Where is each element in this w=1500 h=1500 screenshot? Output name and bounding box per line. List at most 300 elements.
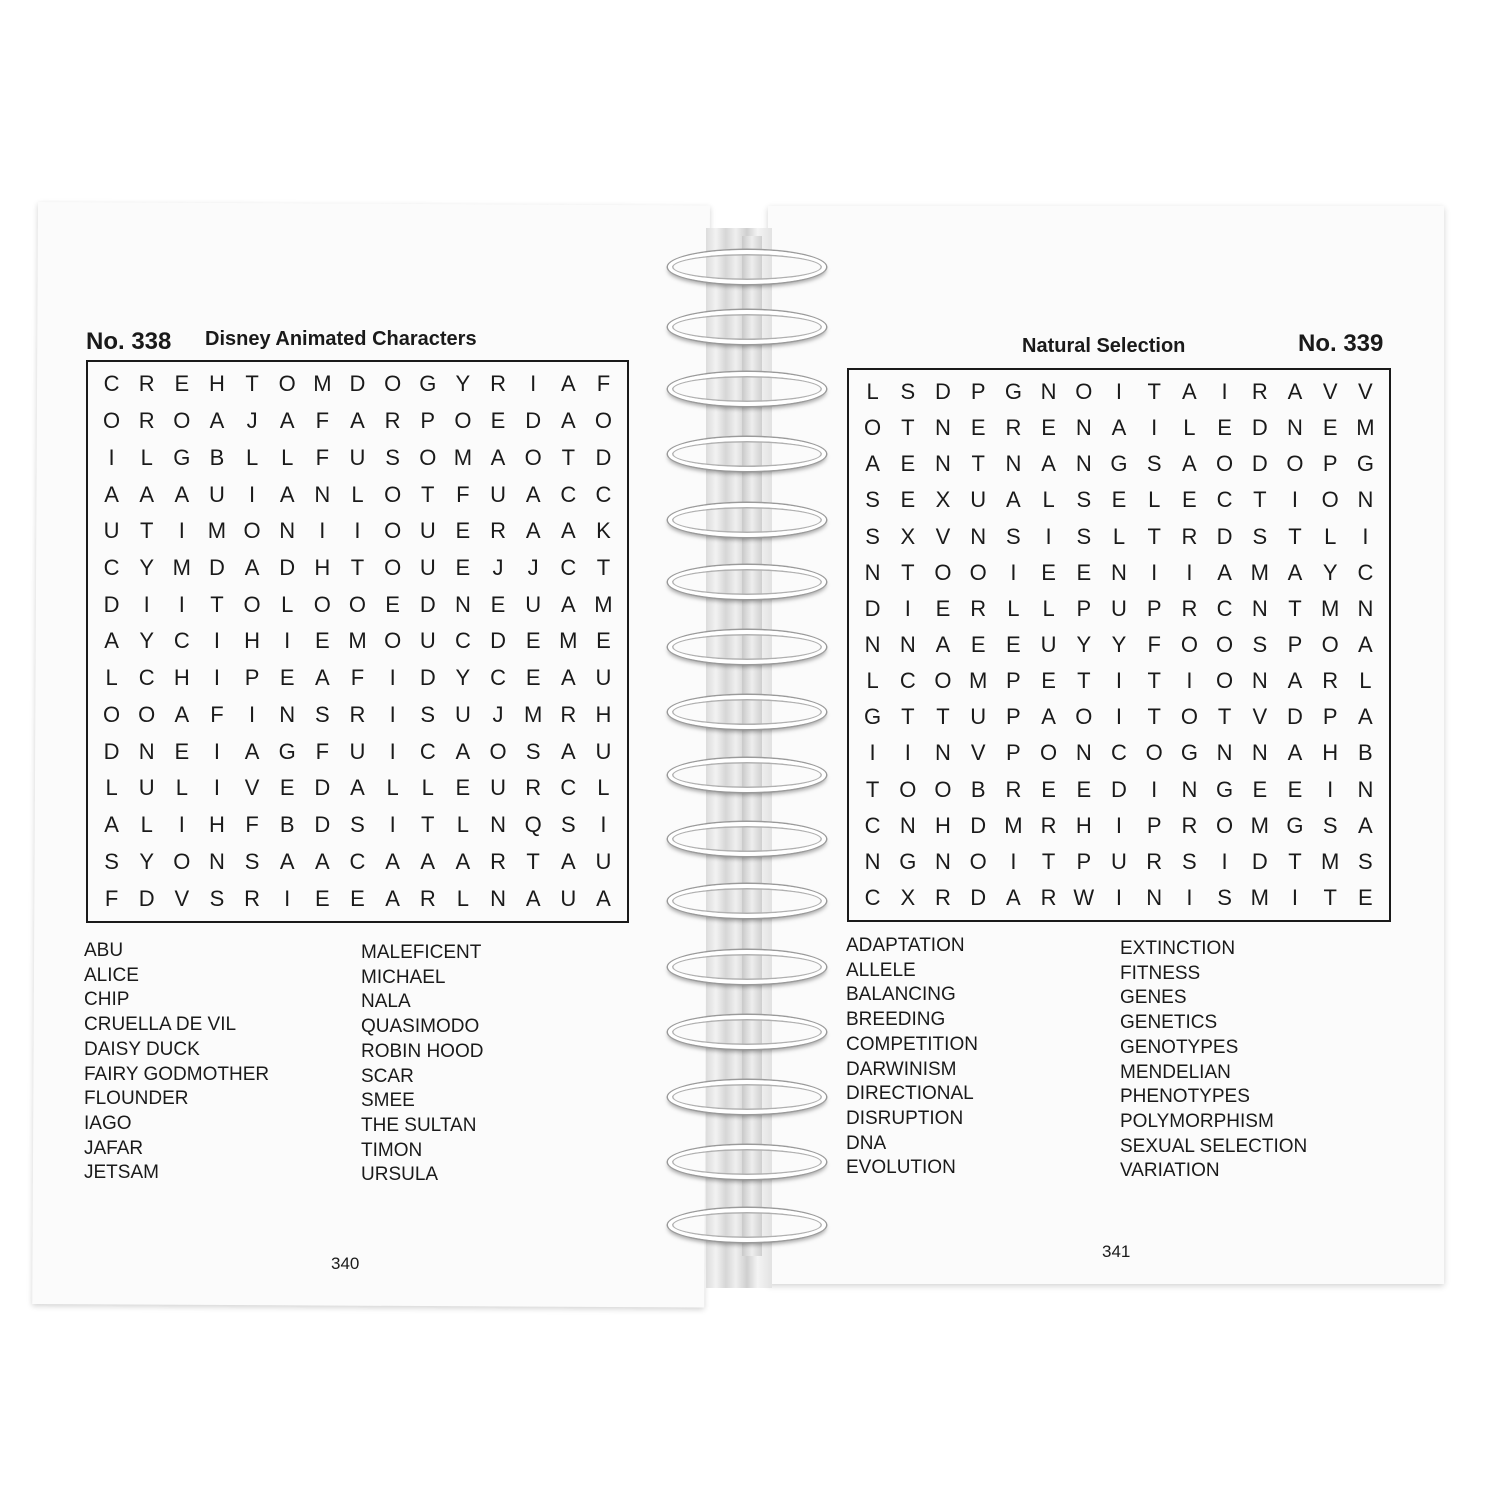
left-cell: O bbox=[384, 518, 402, 544]
right-cell: P bbox=[1322, 704, 1338, 730]
right-cell: L bbox=[1148, 487, 1161, 513]
left-cell: J bbox=[246, 408, 258, 434]
left-cell: L bbox=[421, 775, 434, 801]
left-cell: U bbox=[349, 444, 366, 470]
left-cell: Y bbox=[455, 665, 471, 691]
right-cell: N bbox=[935, 451, 951, 477]
left-cell: I bbox=[389, 812, 396, 838]
left-cell: F bbox=[315, 408, 330, 434]
word-list-item: JETSAM bbox=[84, 1162, 159, 1184]
left-cell: O bbox=[594, 408, 612, 434]
right-page-number: 341 bbox=[1102, 1242, 1131, 1261]
right-cell: O bbox=[1286, 451, 1304, 477]
right-cell: S bbox=[1252, 631, 1268, 657]
word-list-item: ROBIN HOOD bbox=[361, 1040, 484, 1062]
right-cell: T bbox=[901, 704, 915, 730]
right-cell: T bbox=[865, 776, 880, 802]
left-cell: Q bbox=[524, 812, 542, 838]
left-cell: A bbox=[385, 885, 400, 911]
right-cell: N bbox=[1111, 559, 1127, 585]
right-cell: L bbox=[1007, 595, 1020, 621]
right-cell: H bbox=[935, 812, 951, 838]
right-cell: N bbox=[1075, 415, 1092, 441]
word-list-item: CRUELLA DE VIL bbox=[84, 1014, 237, 1036]
right-cell: T bbox=[1041, 848, 1056, 874]
left-cell: I bbox=[284, 885, 291, 911]
word-list-item: IAGO bbox=[84, 1112, 132, 1134]
right-cell: O bbox=[1321, 487, 1339, 513]
left-cell: M bbox=[559, 628, 578, 654]
right-cell: A bbox=[1111, 415, 1127, 441]
right-cell: S bbox=[865, 523, 880, 549]
right-cell: E bbox=[1287, 776, 1303, 802]
left-cell: F bbox=[456, 481, 470, 507]
right-cell: V bbox=[970, 740, 986, 766]
spiral-ring bbox=[668, 1015, 826, 1049]
right-cell: I bbox=[1186, 884, 1193, 910]
left-cell: C bbox=[560, 481, 577, 507]
word-list-item: DAISY DUCK bbox=[84, 1038, 200, 1060]
left-cell: A bbox=[455, 738, 471, 764]
word-list-item: COMPETITION bbox=[846, 1033, 978, 1055]
right-cell: T bbox=[936, 704, 950, 730]
left-cell: D bbox=[419, 591, 436, 617]
left-cell: U bbox=[595, 848, 612, 874]
left-cell: U bbox=[419, 555, 436, 581]
right-cell: N bbox=[864, 848, 881, 874]
left-cell: F bbox=[210, 701, 224, 727]
left-cell: R bbox=[244, 885, 261, 911]
word-list-item: DIRECTIONAL bbox=[846, 1083, 974, 1105]
right-cell: L bbox=[1324, 523, 1337, 549]
left-cell: R bbox=[560, 701, 577, 727]
right-cell: R bbox=[1146, 848, 1163, 874]
right-cell: O bbox=[1075, 379, 1093, 405]
right-cell: P bbox=[1322, 451, 1338, 477]
left-cell: U bbox=[138, 775, 155, 801]
left-cell: O bbox=[384, 371, 402, 397]
left-cell: G bbox=[419, 371, 437, 397]
right-cell: M bbox=[969, 668, 988, 694]
spiral-ring bbox=[668, 630, 826, 664]
right-cell: R bbox=[1040, 884, 1057, 910]
right-cell: O bbox=[969, 848, 987, 874]
word-list-item: TIMON bbox=[361, 1139, 423, 1161]
left-cell: O bbox=[278, 371, 296, 397]
right-cell: N bbox=[1287, 415, 1303, 441]
left-cell: B bbox=[279, 812, 295, 838]
left-cell: C bbox=[454, 628, 471, 654]
right-cell: O bbox=[1216, 631, 1234, 657]
right-cell: R bbox=[1322, 668, 1339, 694]
right-cell: N bbox=[864, 559, 881, 585]
right-cell: A bbox=[1041, 704, 1056, 730]
right-cell: I bbox=[1115, 812, 1123, 838]
left-cell: H bbox=[595, 701, 612, 727]
right-cell: R bbox=[935, 884, 951, 910]
right-cell: I bbox=[1291, 487, 1299, 513]
left-cell: U bbox=[209, 481, 225, 507]
right-cell: A bbox=[865, 451, 880, 477]
left-cell: H bbox=[173, 665, 190, 691]
left-cell: C bbox=[560, 555, 577, 581]
word-list-item: BREEDING bbox=[846, 1009, 946, 1031]
right-cell: C bbox=[1216, 487, 1233, 513]
left-cell: A bbox=[104, 812, 119, 838]
left-cell: H bbox=[314, 555, 331, 581]
right-cell: F bbox=[1147, 631, 1161, 657]
left-cell: N bbox=[490, 812, 506, 838]
right-cell: E bbox=[900, 487, 916, 513]
left-cell: O bbox=[103, 701, 121, 727]
word-list-item: JAFAR bbox=[84, 1137, 144, 1159]
left-cell: A bbox=[350, 775, 365, 801]
word-list-item: VARIATION bbox=[1120, 1160, 1220, 1182]
right-cell: R bbox=[970, 595, 987, 621]
left-cell: D bbox=[490, 628, 506, 654]
left-cell: U bbox=[595, 665, 612, 691]
right-cell: A bbox=[1287, 740, 1303, 766]
left-puzzle-title: Disney Animated Characters bbox=[205, 328, 477, 350]
left-cell: P bbox=[244, 665, 260, 691]
left-cell: I bbox=[213, 775, 221, 801]
right-cell: Y bbox=[1322, 559, 1338, 585]
left-cell: E bbox=[455, 775, 471, 801]
left-cell: Y bbox=[139, 848, 155, 874]
left-cell: U bbox=[490, 775, 506, 801]
word-list-item: THE SULTAN bbox=[361, 1114, 477, 1136]
left-cell: U bbox=[560, 885, 577, 911]
left-cell: E bbox=[455, 555, 471, 581]
right-cell: D bbox=[1251, 451, 1268, 477]
right-cell: N bbox=[970, 523, 987, 549]
left-cell: E bbox=[279, 775, 295, 801]
right-cell: N bbox=[1040, 379, 1057, 405]
word-list-item: PHENOTYPES bbox=[1120, 1086, 1250, 1108]
right-cell: V bbox=[1358, 379, 1373, 405]
right-cell: L bbox=[1042, 595, 1055, 621]
right-cell: M bbox=[1321, 848, 1340, 874]
right-cell: N bbox=[1075, 740, 1092, 766]
left-cell: U bbox=[454, 701, 471, 727]
right-cell: N bbox=[935, 848, 951, 874]
right-cell: S bbox=[1322, 812, 1338, 838]
left-cell: T bbox=[421, 812, 435, 838]
left-cell: O bbox=[138, 701, 156, 727]
right-cell: O bbox=[934, 559, 952, 585]
right-cell: M bbox=[1321, 595, 1340, 621]
left-cell: D bbox=[103, 591, 120, 617]
right-cell: N bbox=[1075, 451, 1092, 477]
spiral-ring bbox=[668, 437, 826, 471]
right-cell: A bbox=[1182, 379, 1197, 405]
right-cell: R bbox=[1005, 415, 1022, 441]
left-cell: H bbox=[244, 628, 261, 654]
right-cell: S bbox=[1217, 884, 1232, 910]
left-cell: A bbox=[525, 885, 541, 911]
word-list-item: NALA bbox=[361, 991, 411, 1013]
right-cell: X bbox=[900, 884, 916, 910]
left-cell: C bbox=[138, 665, 155, 691]
left-cell: F bbox=[350, 665, 365, 691]
right-cell: O bbox=[1180, 704, 1198, 730]
right-cell: M bbox=[1356, 415, 1375, 441]
right-cell: I bbox=[1151, 559, 1158, 585]
right-cell: I bbox=[1045, 523, 1052, 549]
word-list-item: SEXUAL SELECTION bbox=[1120, 1135, 1308, 1157]
left-cell: D bbox=[279, 555, 296, 581]
right-cell: N bbox=[1216, 740, 1233, 766]
left-cell: U bbox=[525, 591, 542, 617]
right-cell: I bbox=[1327, 776, 1334, 802]
right-cell: A bbox=[1358, 704, 1373, 730]
spiral-ring bbox=[668, 695, 826, 729]
word-list-item: MICHAEL bbox=[361, 966, 446, 988]
left-cell: A bbox=[244, 555, 260, 581]
right-cell: E bbox=[935, 595, 951, 621]
right-cell: U bbox=[1111, 595, 1127, 621]
right-cell: G bbox=[1216, 776, 1234, 802]
right-cell: P bbox=[1076, 595, 1092, 621]
left-cell: O bbox=[524, 444, 542, 470]
left-cell: R bbox=[490, 371, 506, 397]
right-cell: T bbox=[1217, 704, 1232, 730]
left-cell: D bbox=[138, 885, 155, 911]
right-cell: I bbox=[1115, 379, 1123, 405]
left-cell: T bbox=[596, 555, 611, 581]
left-cell: M bbox=[172, 555, 191, 581]
left-cell: S bbox=[420, 701, 436, 727]
right-cell: Y bbox=[1076, 631, 1092, 657]
left-cell: A bbox=[174, 701, 190, 727]
right-cell: G bbox=[864, 704, 882, 730]
left-word-list-col2 bbox=[361, 941, 483, 1188]
right-cell: A bbox=[935, 631, 951, 657]
left-cell: S bbox=[385, 444, 400, 470]
left-cell: A bbox=[350, 408, 365, 434]
right-cell: T bbox=[1077, 668, 1091, 694]
spiral-ring bbox=[668, 950, 826, 984]
right-cell: P bbox=[1146, 595, 1162, 621]
left-cell: E bbox=[174, 738, 190, 764]
spiral-ring bbox=[668, 565, 826, 599]
left-cell: J bbox=[527, 555, 539, 581]
word-list-item: MENDELIAN bbox=[1120, 1061, 1231, 1083]
left-cell: O bbox=[103, 408, 121, 434]
right-word-grid bbox=[847, 368, 1391, 922]
spiral-ring bbox=[668, 822, 826, 856]
left-cell: R bbox=[138, 371, 155, 397]
right-cell: T bbox=[901, 415, 915, 441]
right-cell: D bbox=[970, 884, 987, 910]
right-cell: R bbox=[1005, 776, 1022, 802]
left-cell: O bbox=[489, 738, 507, 764]
left-cell: T bbox=[350, 555, 365, 581]
left-cell: A bbox=[596, 885, 611, 911]
spiral-ring bbox=[668, 372, 826, 406]
right-cell: D bbox=[1251, 415, 1268, 441]
right-cell: A bbox=[1182, 451, 1197, 477]
word-list-item: CHIP bbox=[84, 989, 130, 1011]
right-cell: M bbox=[1250, 559, 1269, 585]
right-cell: S bbox=[900, 379, 916, 405]
left-cell: A bbox=[244, 738, 260, 764]
left-cell: I bbox=[284, 628, 291, 654]
right-cell: C bbox=[1111, 740, 1127, 766]
left-cell: M bbox=[453, 444, 473, 470]
right-cell: C bbox=[899, 668, 916, 694]
right-cell: V bbox=[1252, 704, 1268, 730]
right-cell: A bbox=[1217, 559, 1232, 585]
left-cell: I bbox=[108, 444, 115, 470]
left-cell: D bbox=[314, 775, 331, 801]
spiral-ring bbox=[668, 1208, 826, 1242]
right-cell: D bbox=[1216, 523, 1233, 549]
left-cell: C bbox=[103, 555, 120, 581]
right-cell: N bbox=[935, 415, 951, 441]
left-cell: D bbox=[525, 408, 542, 434]
right-cell: T bbox=[971, 451, 985, 477]
left-cell: C bbox=[419, 738, 436, 764]
right-cell: N bbox=[899, 631, 916, 657]
left-cell: O bbox=[173, 408, 191, 434]
right-cell: O bbox=[1321, 631, 1339, 657]
right-cell: D bbox=[970, 812, 987, 838]
left-cell: I bbox=[530, 371, 537, 397]
left-cell: D bbox=[314, 812, 331, 838]
right-cell: S bbox=[1146, 451, 1162, 477]
right-cell: I bbox=[1221, 379, 1228, 405]
left-cell: N bbox=[209, 848, 225, 874]
right-cell: N bbox=[1251, 668, 1268, 694]
left-cell: A bbox=[560, 371, 576, 397]
right-cell: E bbox=[1076, 776, 1092, 802]
right-cell: O bbox=[899, 776, 917, 802]
right-cell: E bbox=[1041, 668, 1056, 694]
left-cell: A bbox=[279, 848, 295, 874]
left-cell: I bbox=[389, 665, 396, 691]
left-cell: M bbox=[313, 371, 332, 397]
left-cell: F bbox=[104, 885, 119, 911]
left-cell: D bbox=[103, 738, 120, 764]
right-cell: N bbox=[1181, 776, 1198, 802]
left-cell: O bbox=[348, 591, 367, 617]
right-cell: N bbox=[1357, 595, 1374, 621]
word-list-item: URSULA bbox=[361, 1164, 439, 1186]
left-cell: U bbox=[419, 518, 436, 544]
right-cell: V bbox=[935, 523, 951, 549]
right-cell: D bbox=[1251, 848, 1268, 874]
right-cell: I bbox=[1362, 523, 1369, 549]
word-list-item: SCAR bbox=[361, 1065, 414, 1087]
right-cell: I bbox=[1115, 704, 1123, 730]
right-cell: O bbox=[1075, 704, 1093, 730]
spiral-ring bbox=[668, 884, 826, 918]
right-cell: V bbox=[1322, 379, 1338, 405]
right-cell: O bbox=[1145, 740, 1163, 766]
right-cell: T bbox=[1288, 595, 1302, 621]
word-list-item: DARWINISM bbox=[846, 1058, 957, 1080]
right-cell: I bbox=[904, 740, 911, 766]
right-cell: E bbox=[1182, 487, 1197, 513]
left-cell: E bbox=[490, 408, 506, 434]
right-cell: G bbox=[899, 848, 917, 874]
right-cell: P bbox=[1287, 631, 1303, 657]
left-cell: N bbox=[138, 738, 155, 764]
word-list-item: GENETICS bbox=[1120, 1012, 1218, 1034]
left-cell: I bbox=[178, 591, 185, 617]
left-cell: E bbox=[525, 665, 541, 691]
right-cell: R bbox=[1181, 812, 1198, 838]
left-cell: I bbox=[143, 591, 150, 617]
right-cell: L bbox=[866, 668, 879, 694]
left-cell: I bbox=[319, 518, 326, 544]
right-cell: O bbox=[969, 559, 987, 585]
spiral-ring bbox=[668, 1145, 826, 1179]
left-cell: S bbox=[315, 701, 330, 727]
right-cell: S bbox=[1006, 523, 1021, 549]
left-cell: T bbox=[526, 848, 540, 874]
left-cell: L bbox=[386, 775, 399, 801]
right-cell: U bbox=[1040, 631, 1057, 657]
left-cell: V bbox=[244, 775, 260, 801]
left-cell: P bbox=[420, 408, 436, 434]
right-cell: O bbox=[1216, 668, 1234, 694]
word-list-item: FAIRY GODMOTHER bbox=[84, 1063, 270, 1085]
right-cell: E bbox=[1217, 415, 1232, 441]
right-cell: N bbox=[899, 812, 916, 838]
right-puzzle-title: Natural Selection bbox=[1022, 335, 1186, 357]
left-cell: I bbox=[213, 628, 221, 654]
left-cell: A bbox=[174, 481, 190, 507]
right-cell: M bbox=[1250, 884, 1269, 910]
word-list-item: SMEE bbox=[361, 1090, 415, 1112]
spiral-ring bbox=[668, 250, 826, 284]
left-cell: E bbox=[350, 885, 365, 911]
right-word-list-col2 bbox=[1120, 937, 1307, 1184]
left-cell: A bbox=[139, 481, 155, 507]
right-cell: T bbox=[1323, 884, 1337, 910]
right-cell: U bbox=[970, 487, 987, 513]
right-cell: A bbox=[1358, 631, 1373, 657]
left-cell: E bbox=[385, 591, 400, 617]
left-cell: A bbox=[104, 481, 119, 507]
right-cell: I bbox=[1186, 559, 1193, 585]
left-cell: T bbox=[139, 518, 154, 544]
word-list-item: DISRUPTION bbox=[846, 1107, 964, 1129]
left-cell: I bbox=[178, 518, 185, 544]
left-cell: A bbox=[279, 408, 295, 434]
right-cell: U bbox=[1111, 848, 1127, 874]
right-cell: H bbox=[1075, 812, 1092, 838]
right-cell: I bbox=[1291, 884, 1299, 910]
left-cell: O bbox=[419, 444, 437, 470]
right-cell: P bbox=[1006, 668, 1021, 694]
word-list-item: GENES bbox=[1120, 987, 1187, 1009]
right-cell: D bbox=[935, 379, 951, 405]
left-cell: Y bbox=[139, 628, 155, 654]
right-cell: E bbox=[900, 451, 916, 477]
word-list-item: GENOTYPES bbox=[1120, 1036, 1239, 1058]
word-list-item: BALANCING bbox=[846, 984, 956, 1006]
right-cell: O bbox=[1216, 812, 1234, 838]
left-cell: C bbox=[595, 481, 612, 507]
left-puzzle-number: No. 338 bbox=[86, 328, 172, 355]
left-cell: R bbox=[384, 408, 401, 434]
left-cell: R bbox=[349, 701, 366, 727]
left-cell: U bbox=[490, 481, 506, 507]
right-cell: T bbox=[1253, 487, 1267, 513]
